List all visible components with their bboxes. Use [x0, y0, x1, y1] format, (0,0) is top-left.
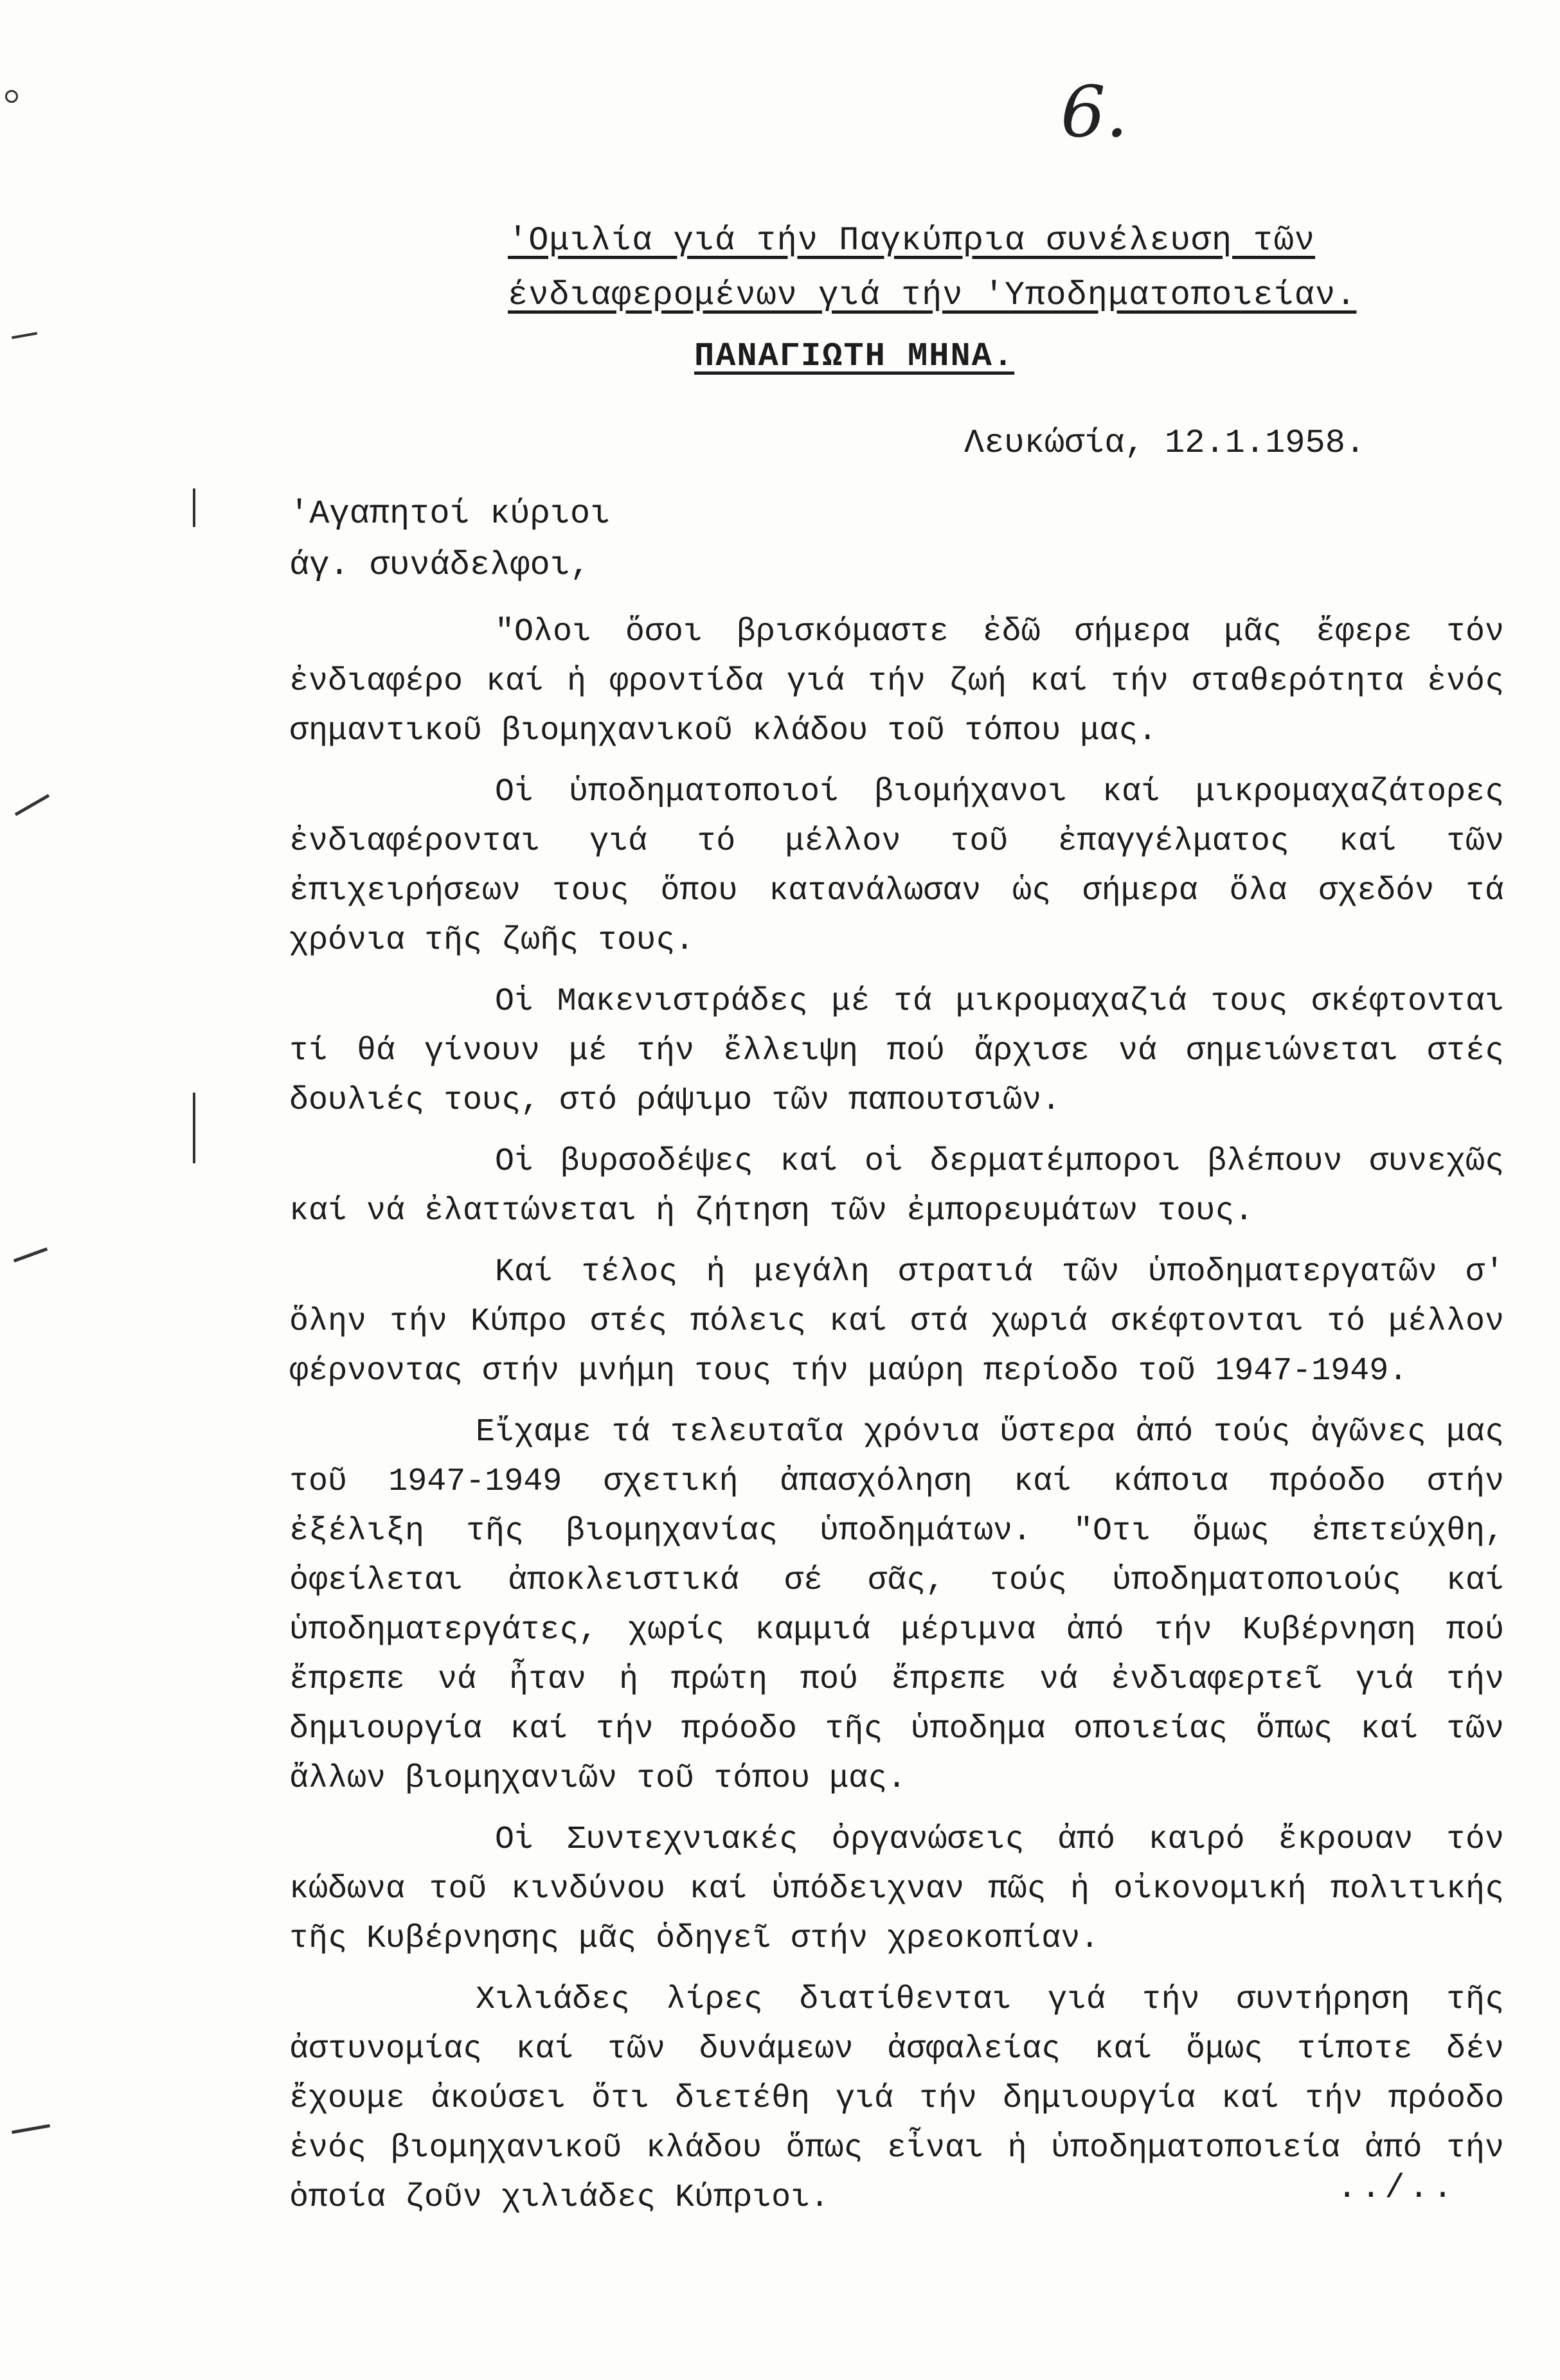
- paragraph: Οἱ Μακενιστράδες μέ τά μικρομαχαζιά τους σκέφτονται τί θά γίνουν μέ τήν ἔλλειψη πού ἄρχισε νά σημειώνεται στές δουλιές τους, στό ράψιμο τῶν παπουτσιῶν.: [289, 983, 1504, 1119]
- paragraph: Οἱ ὑποδηματοποιοί βιομήχανοι καί μικρομαχαζάτορες ἐνδιαφέρονται γιά τό μέλλον τοῦ ἐπαγγέλματος καί τῶν ἐπιχειρήσεων τους ὅπου κατανάλωσαν ὡς σήμερα ὅλα σχεδόν τά χρόνια τῆς ζωῆς τους.: [289, 774, 1504, 959]
- paragraph: Οἱ βυρσοδέψες καί οἱ δερματέμποροι βλέπουν συνεχῶς καί νά ἐλαττώνεται ἡ ζήτηση τῶν ἐμπορευμάτων τους.: [289, 1143, 1504, 1230]
- salutation-line-1: 'Αγαπητοί κύριοι: [289, 495, 611, 533]
- scan-mark: [12, 2124, 50, 2134]
- scan-mark: [5, 90, 18, 103]
- paragraph: Εἴχαμε τά τελευταῖα χρόνια ὕστερα ἀπό τούς ἀγῶνες μας τοῦ 1947-1949 σχετική ἀπασχόληση καί κάποια πρόοδο στήν ἐξέλιξη τῆς βιομηχανίας ὑποδημάτων. "Οτι ὅμως ἐπετεύχθη, ὀφείλεται ἀποκλειστικά σέ σᾶς, τούς ὑποδηματοποιούς καί ὑποδηματεργάτες, χωρίς καμμιά μέριμνα ἀπό τήν Κυβέρνηση πού ἔπρεπε νά ἦταν ἡ πρώτη πού ἔπρεπε νά ἐνδιαφερτεῖ γιά τήν δημιουργία καί τήν πρόοδο τῆς ὑποδημα οποιείας ὅπως καί τῶν ἄλλων βιομηχανιῶν τοῦ τόπου μας.: [289, 1414, 1504, 1797]
- page-number: 6.: [1061, 71, 1128, 153]
- paragraph: "Ολοι ὅσοι βρισκόμαστε ἐδῶ σήμερα μᾶς ἔφερε τόν ἐνδιαφέρο καί ἡ φροντίδα γιά τήν ζωή καί τήν σταθερότητα ἑνός σημαντικοῦ βιομηχανικοῦ κλάδου τοῦ τόπου μας.: [289, 614, 1504, 749]
- scan-mark: [15, 794, 49, 816]
- continuation-mark: ../..: [1337, 2169, 1457, 2207]
- author-name: ΠΑΝΑΓΙΩΤΗ ΜΗΝΑ.: [694, 337, 1015, 375]
- speech-body: [289, 607, 1504, 2223]
- scan-mark: [193, 488, 195, 527]
- paragraph: Καί τέλος ἡ μεγάλη στρατιά τῶν ὑποδηματεργατῶν σ' ὅλην τήν Κύπρο στές πόλεις καί στά χωριά σκέφτονται τό μέλλον φέρνοντας στήν μνήμη τους τήν μαύρη περίοδο τοῦ 1947-1949.: [289, 1254, 1504, 1390]
- paragraph: Οἱ Συντεχνιακές ὀργανώσεις ἀπό καιρό ἔκρουαν τόν κώδωνα τοῦ κινδύνου καί ὑπόδειχναν πῶς ἡ οἰκονομική πολιτικής τῆς Κυβέρνησης μᾶς ὁδηγεῖ στήν χρεοκοπίαν.: [289, 1821, 1504, 1957]
- paragraph: Χιλιάδες λίρες διατίθενται γιά τήν συντήρηση τῆς ἀστυνομίας καί τῶν δυνάμεων ἀσφαλείας καί ὅμως τίποτε δέν ἔχουμε ἀκούσει ὅτι διετέθη γιά τήν δημιουργία καί τήν πρόοδο ἑνός βιομηχανικοῦ κλάδου ὅπως εἶναι ἡ ὑποδηματοποιεία ἀπό τήν ὁποία ζοῦν χιλιάδες Κύπριοι.: [289, 1982, 1504, 2216]
- place-date: Λευκώσία, 12.1.1958.: [964, 424, 1366, 462]
- scan-mark: [12, 332, 37, 339]
- scan-mark: [193, 1093, 195, 1163]
- salutation-line-2: άγ. συνάδελφοι,: [289, 546, 591, 584]
- document-title-line-2: ένδιαφερομένων γιά τήν 'Υποδηματοποιείαν.: [508, 276, 1357, 314]
- document-title-line-1: 'Ομιλία γιά τήν Παγκύπρια συνέλευση τῶν: [508, 222, 1315, 260]
- scan-mark: [13, 1248, 48, 1263]
